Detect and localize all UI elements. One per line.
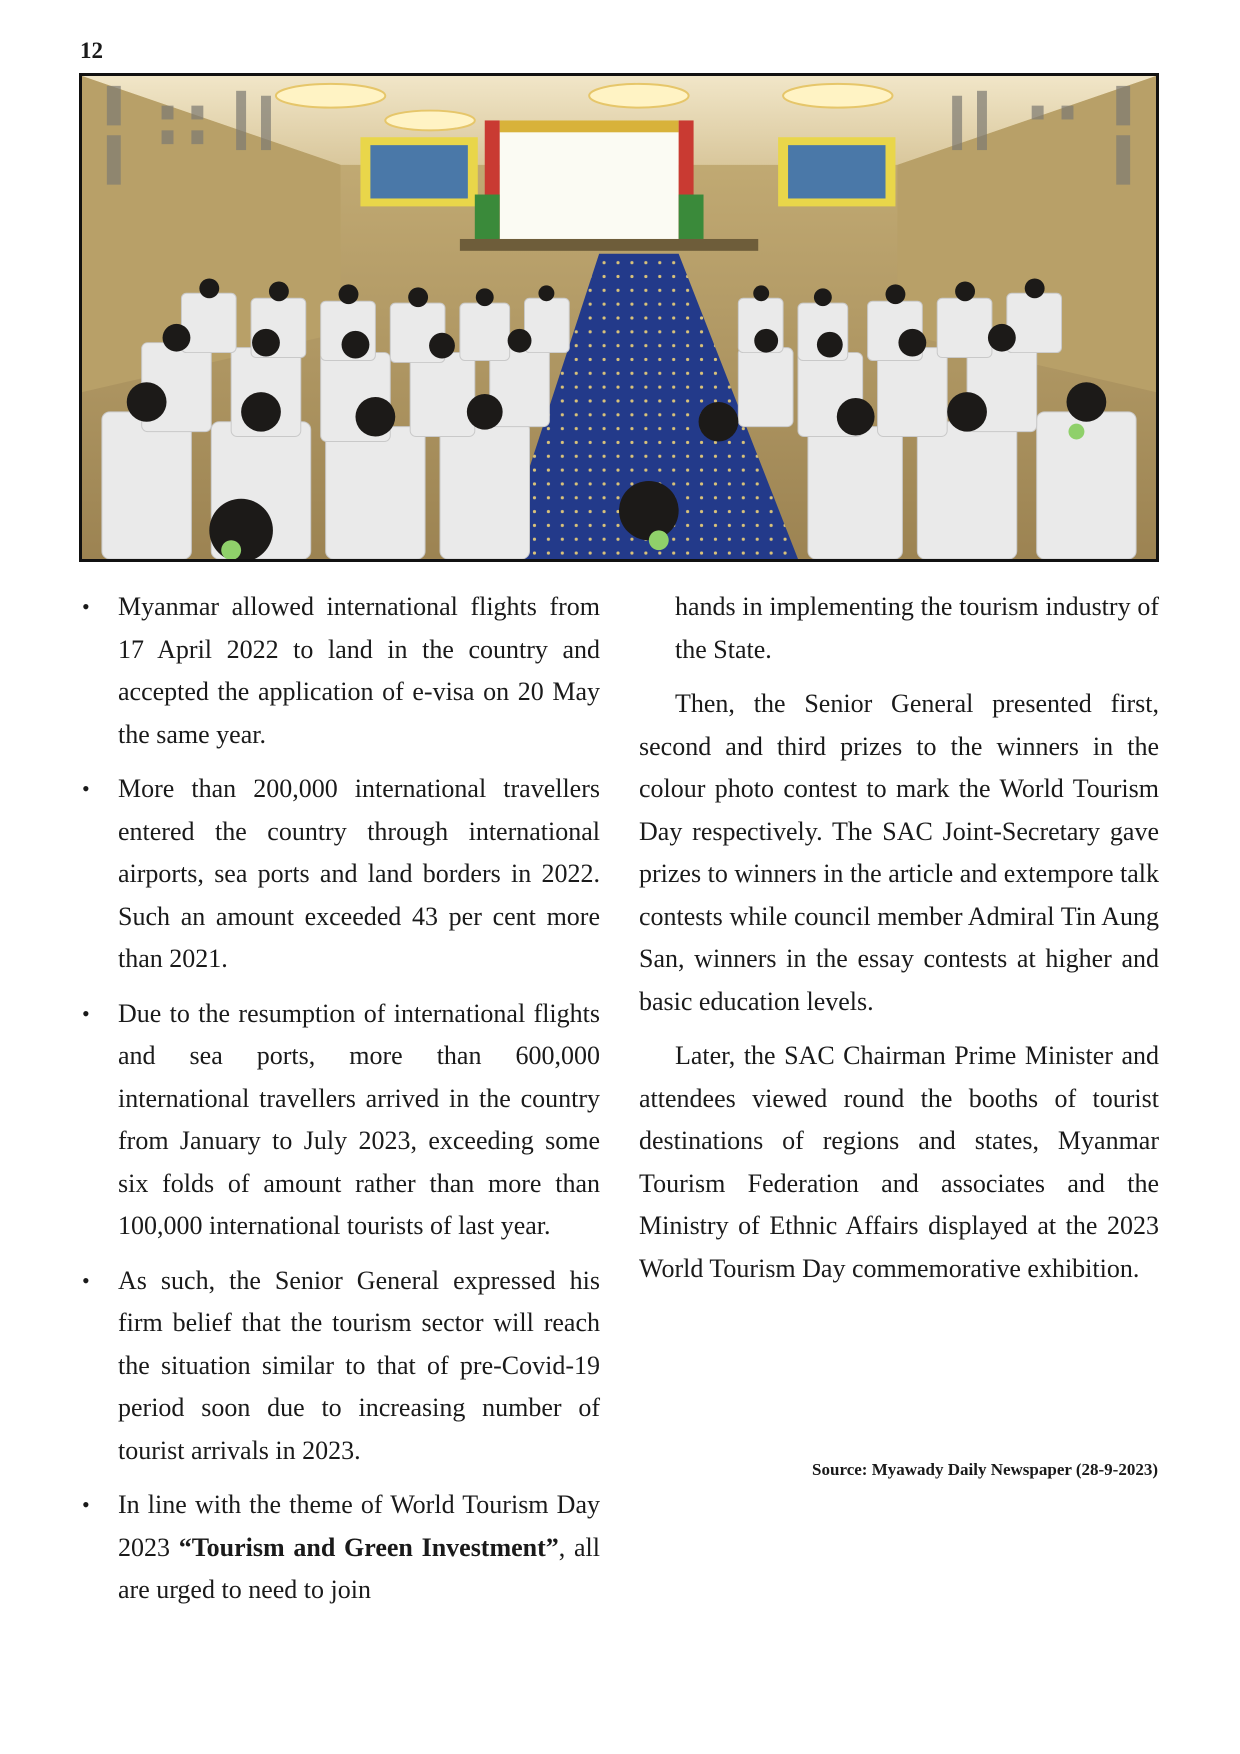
theme-title: “Tourism and Green Investment” — [178, 1532, 559, 1562]
bullet-text: Myanmar allowed international flights from 17 April 2022 to land in the country and accepted the application of e-visa on 20 May the same year. — [118, 592, 600, 749]
bullet-item — [80, 768, 600, 981]
bullet-text: , all are urged to need to join — [118, 1532, 600, 1604]
bullet-text: Due to the resumption of international flights and sea ports, more than 600,000 international travellers arrived in the country from January to July 2023, exceeding some six folds of amount rather than more than 100,000 international tourists of last year. — [118, 998, 600, 1240]
bullet-dot-icon: • — [82, 594, 90, 619]
bullet-item — [80, 1260, 600, 1473]
left-column — [80, 586, 600, 1624]
bullet-dot-icon: • — [82, 776, 90, 801]
bullet-item — [80, 586, 600, 756]
bullet-text: As such, the Senior General expressed his firm belief that the tourism sector will reach the situation similar to that of pre-Covid-19 period soon due to increasing number of tourist arrivals in 2023. — [118, 1265, 600, 1465]
bullet-text: In line with the theme of World Tourism Day 2023 — [118, 1490, 600, 1562]
page-number: 12 — [80, 38, 103, 63]
bullet-item — [80, 1484, 600, 1612]
body-paragraph: Then, the Senior General presented first, second and third prizes to the winners in the colour photo contest to mark the World Tourism Day respectively. The SAC Joint-Secretary gave prizes to winners in the article and extempore talk contests while council member Admiral Tin Aung San, winners in the essay contests at higher and basic education levels. — [639, 689, 1159, 1016]
body-paragraph: Later, the SAC Chairman Prime Minister and attendees viewed round the booths of tourist destinations of regions and states, Myanmar Tourism Federation and associates and the Ministry of Ethnic Affairs displayed at the 2023 World Tourism Day commemorative exhibition. — [639, 1041, 1159, 1283]
continued-paragraph: hands in implementing the tourism industry of the State. — [675, 592, 1159, 664]
bullet-dot-icon: • — [82, 1492, 90, 1517]
bullet-text: More than 200,000 international travellers entered the country through international airports, sea ports and land borders in 2022. Such an amount exceeded 43 per cent more than 2021. — [118, 774, 600, 973]
source-credit: Source: Myawady Daily Newspaper (28-9-2023) — [812, 1460, 1158, 1479]
bullet-item — [80, 993, 600, 1248]
bullet-dot-icon: • — [82, 1267, 90, 1293]
right-column — [639, 586, 1159, 1302]
bullet-dot-icon: • — [82, 1000, 90, 1026]
conference-hall-photo — [79, 73, 1159, 562]
